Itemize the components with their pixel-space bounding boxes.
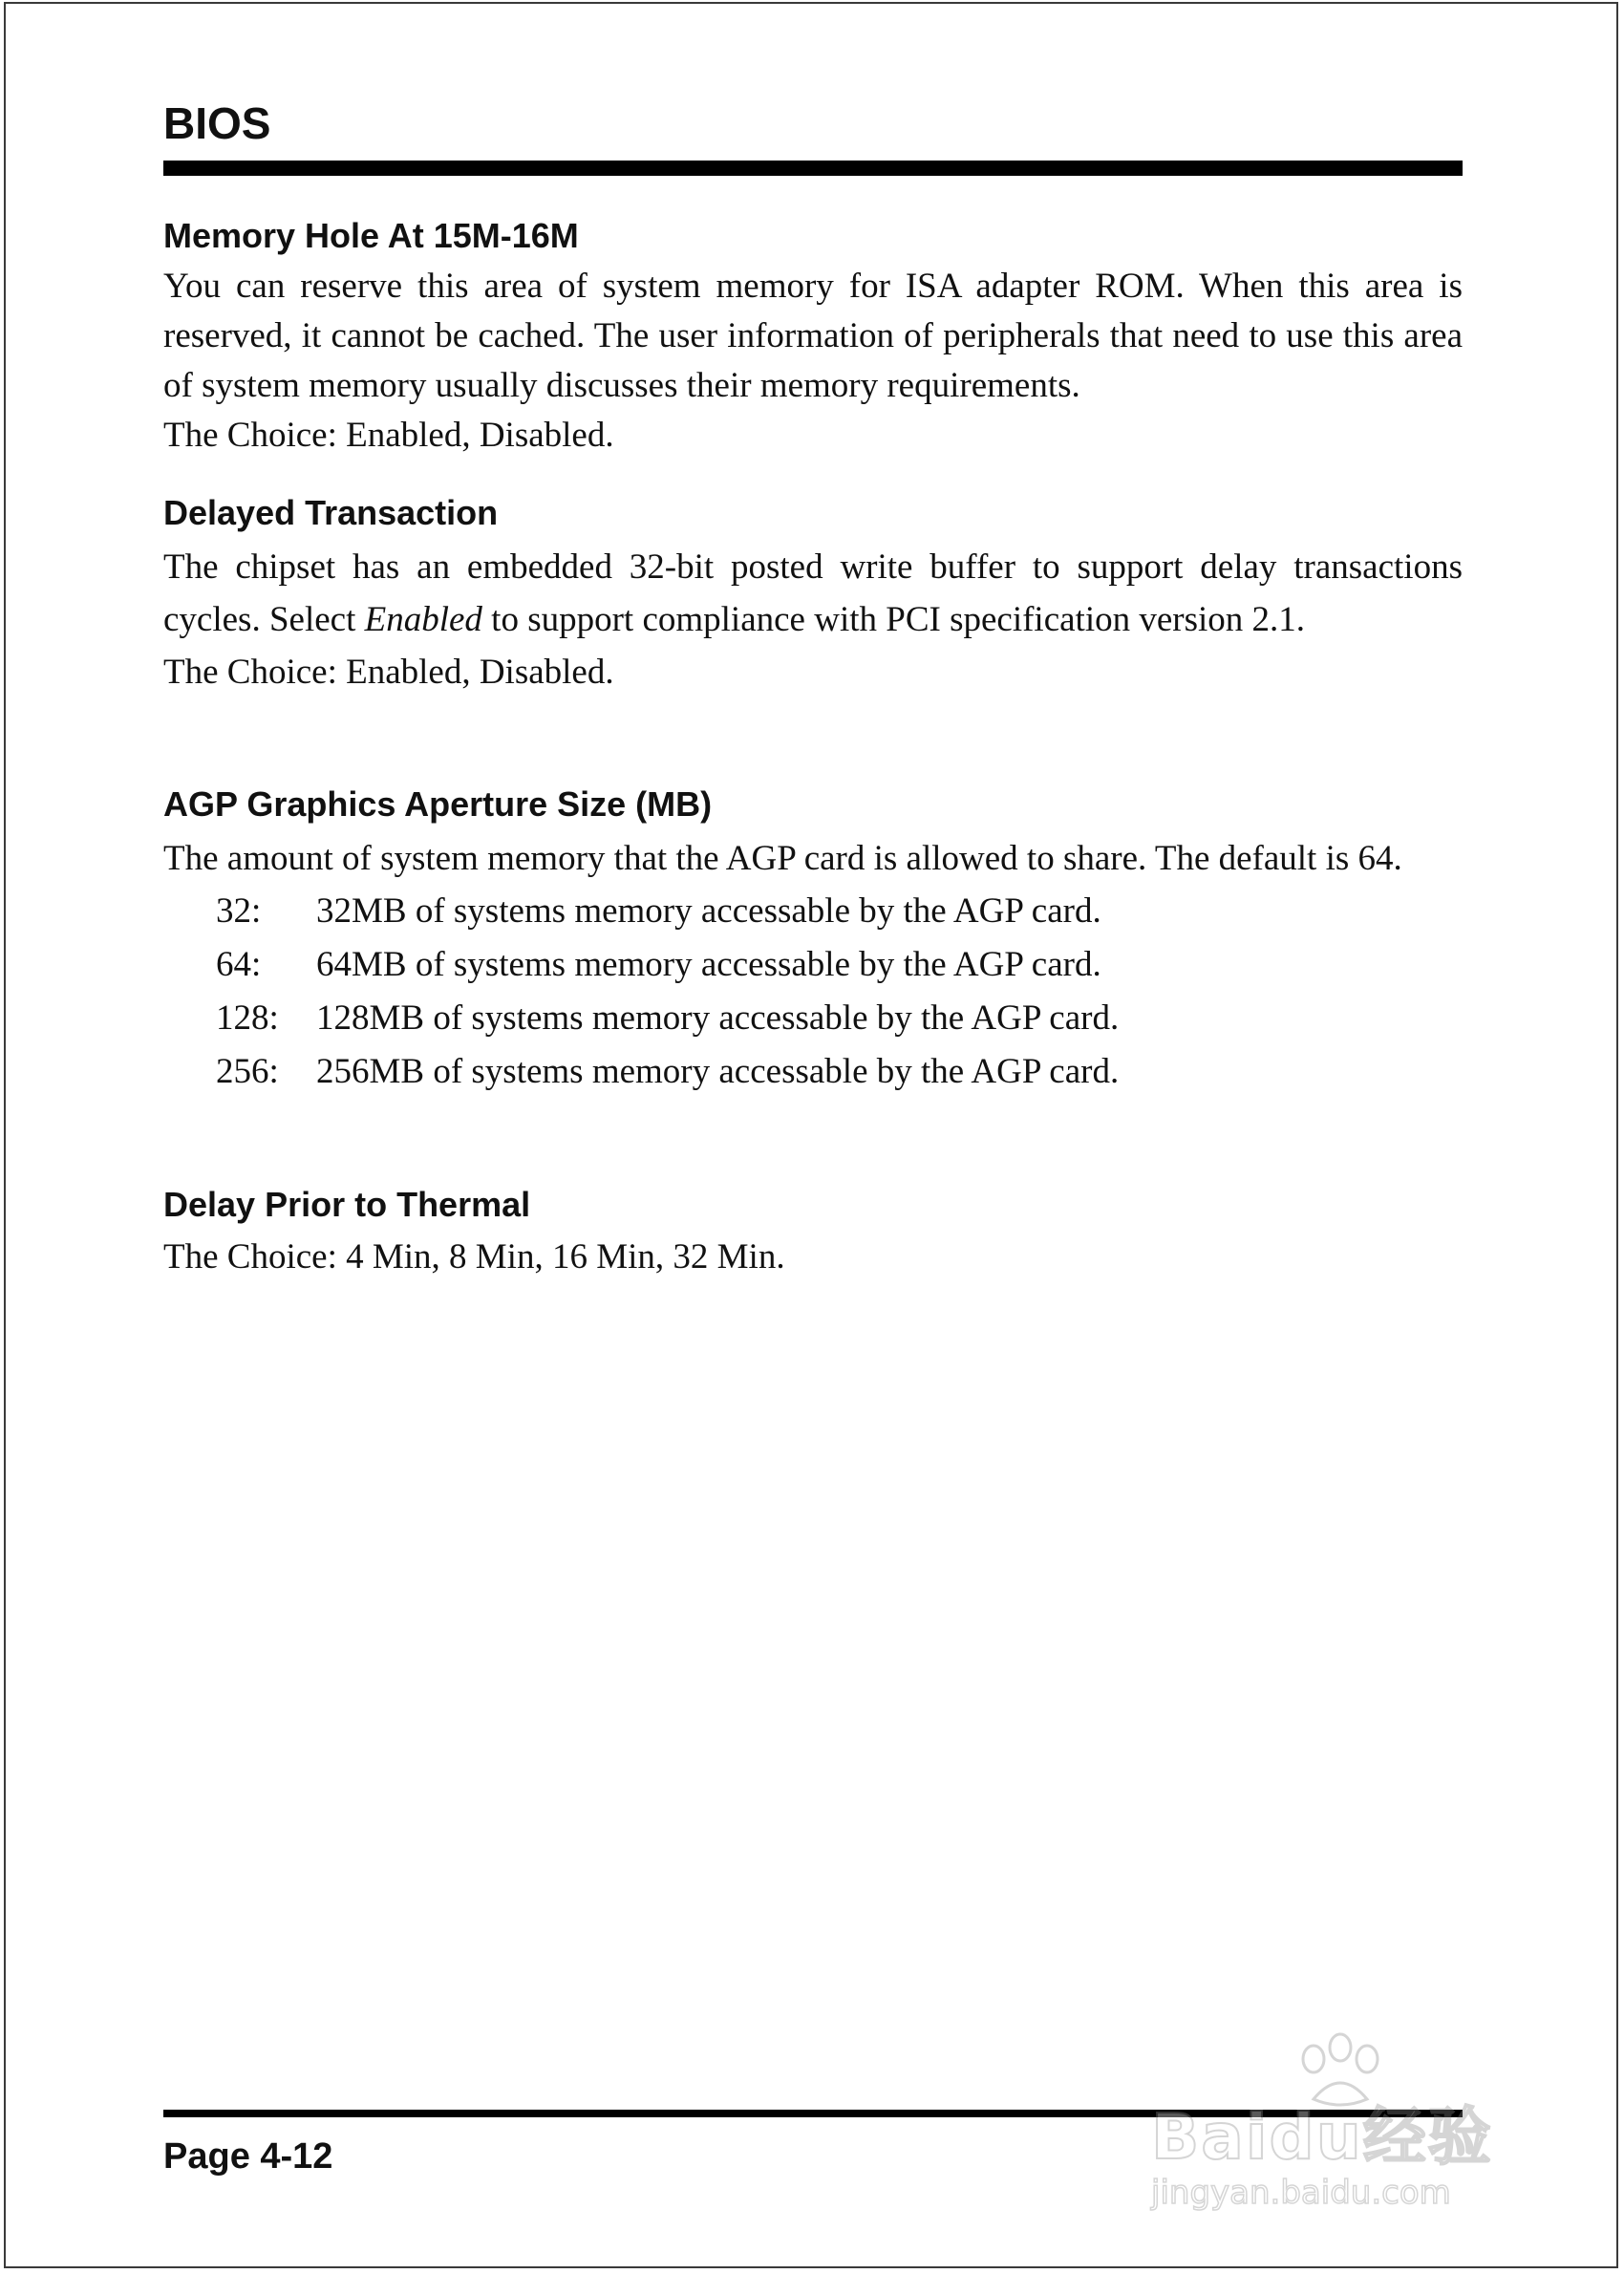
section-delay-thermal xyxy=(163,1181,1463,1282)
section-memory-hole xyxy=(163,212,1463,461)
section-delayed-transaction xyxy=(163,489,1463,698)
watermark-brand: Baidu经验 xyxy=(1151,2100,1493,2174)
aperture-option-list xyxy=(163,885,1463,1099)
section-choice: The Choice: Enabled, Disabled. xyxy=(163,416,614,455)
list-item xyxy=(163,1045,1463,1099)
section-title: AGP Graphics Aperture Size (MB) xyxy=(163,784,713,824)
section-title: Memory Hole At 15M-16M xyxy=(163,216,579,255)
list-item xyxy=(163,885,1463,938)
section-body: The chipset has an embedded 32-bit posted write buffer to support delay transactions cycles. Select Enabled to support compliance with PCI specification version 2.1. xyxy=(163,547,1463,639)
option-key: 64: xyxy=(216,945,262,984)
option-description: 128MB of systems memory accessable by the AGP card. xyxy=(316,998,1120,1038)
section-body: The amount of system memory that the AGP card is allowed to share. The default is 64. xyxy=(163,839,1402,878)
section-title: Delay Prior to Thermal xyxy=(163,1185,531,1224)
option-description: 32MB of systems memory accessable by the AGP card. xyxy=(316,891,1101,931)
section-title: Delayed Transaction xyxy=(163,493,499,532)
emphasis-enabled: Enabled xyxy=(364,600,482,639)
option-description: 64MB of systems memory accessable by the AGP card. xyxy=(316,945,1101,984)
option-description: 256MB of systems memory accessable by the AGP card. xyxy=(316,1052,1120,1091)
baidu-watermark xyxy=(1151,2030,1533,2221)
list-item xyxy=(163,992,1463,1045)
option-key: 128: xyxy=(216,998,279,1038)
page-number: Page 4-12 xyxy=(163,2136,333,2177)
option-key: 32: xyxy=(216,891,262,931)
section-choice: The Choice: 4 Min, 8 Min, 16 Min, 32 Min. xyxy=(163,1237,785,1276)
header-rule xyxy=(163,161,1463,176)
page-header-title: BIOS xyxy=(163,98,271,148)
list-item xyxy=(163,938,1463,992)
watermark-url: jingyan.baidu.com xyxy=(1151,2174,1451,2212)
option-key: 256: xyxy=(216,1052,279,1091)
section-body: You can reserve this area of system memory for ISA adapter ROM. When this area is reserved, it cannot be cached. The user information of peripherals that need to use this area of system memory usually discusses their memory requirements. xyxy=(163,267,1463,405)
section-agp-aperture xyxy=(163,781,1463,1099)
section-choice: The Choice: Enabled, Disabled. xyxy=(163,653,614,692)
